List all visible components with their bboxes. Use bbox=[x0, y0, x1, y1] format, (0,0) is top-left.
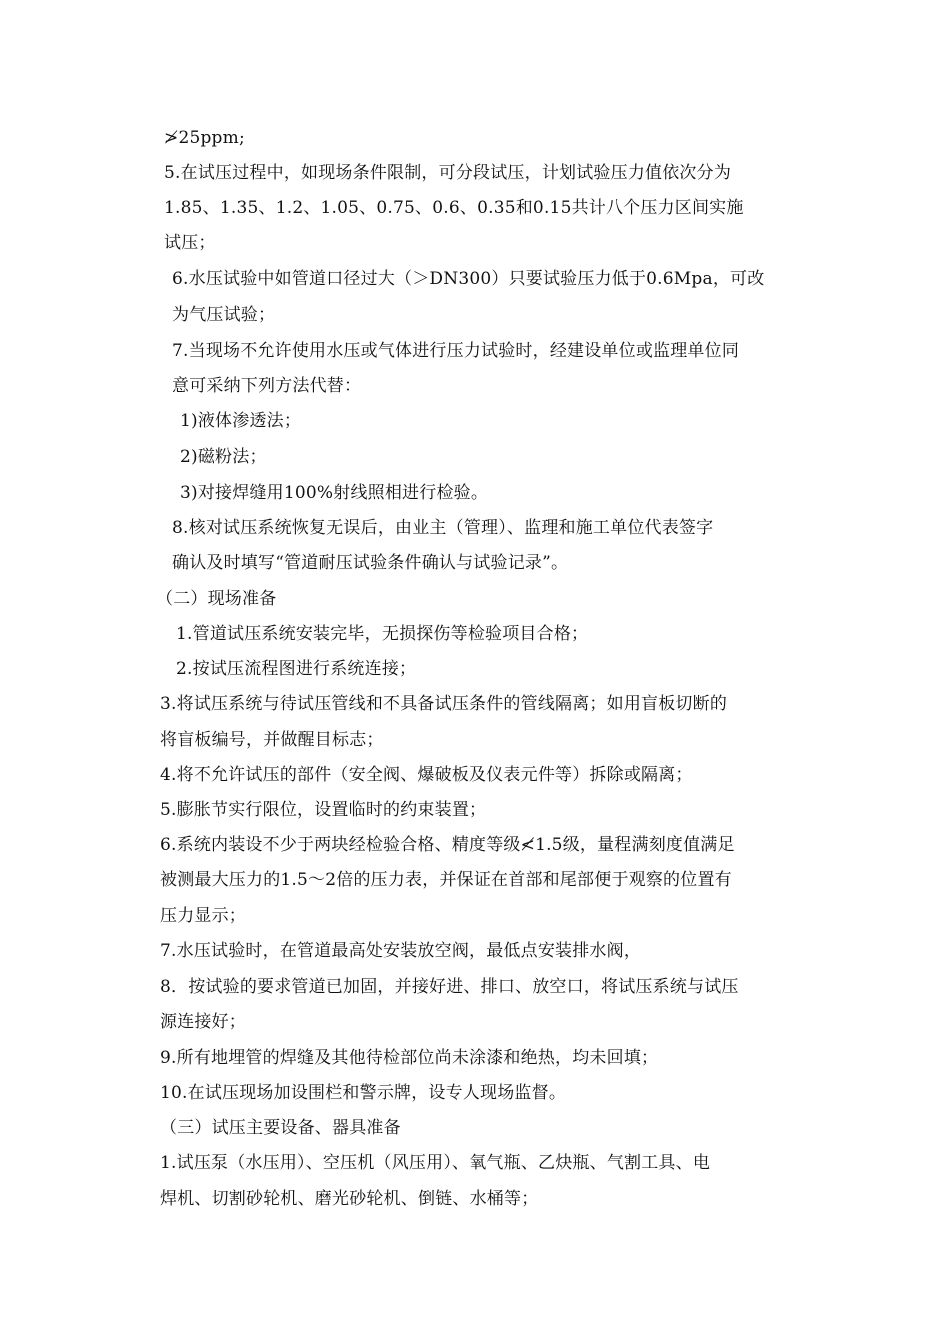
text-line: 试压； bbox=[164, 233, 216, 253]
text-line: 1)液体渗透法； bbox=[180, 411, 302, 431]
text-line: 10.在试压现场加设围栏和警示牌，设专人现场监督。 bbox=[160, 1083, 567, 1103]
text-line: 6.系统内装设不少于两块经检验合格、精度等级≮1.5级，量程满刻度值满足 bbox=[160, 835, 735, 855]
text-line: 焊机、切割砂轮机、磨光砂轮机、倒链、水桶等； bbox=[160, 1189, 539, 1209]
text-line: 7.当现场不允许使用水压或气体进行压力试验时，经建设单位或监理单位同 bbox=[172, 341, 740, 361]
text-line: 8.核对试压系统恢复无误后，由业主（管理）、监理和施工单位代表签字 bbox=[172, 518, 714, 538]
text-line: 压力显示； bbox=[160, 906, 246, 926]
text-line: 5.膨胀节实行限位，设置临时的约束装置； bbox=[160, 800, 487, 820]
text-line: 8．按试验的要求管道已加固，并接好进、排口、放空口，将试压系统与试压 bbox=[160, 977, 739, 997]
text-line: 3)对接焊缝用100%射线照相进行检验。 bbox=[180, 483, 489, 503]
text-line: 将盲板编号，并做醒目标志； bbox=[160, 730, 384, 750]
text-line: 意可采纳下列方法代替： bbox=[172, 376, 362, 396]
text-line: 6.水压试验中如管道口径过大（＞DN300）只要试验压力低于0.6Mpa，可改 bbox=[172, 269, 765, 289]
text-line: 7.水压试验时，在管道最高处安装放空阀，最低点安装排水阀， bbox=[160, 941, 642, 961]
text-line: 为气压试验； bbox=[172, 305, 276, 325]
text-line: 确认及时填写“管道耐压试验条件确认与试验记录”。 bbox=[172, 553, 569, 573]
text-line: 1.85、1.35、1.2、1.05、0.75、0.6、0.35和0.15共计八个压力区间实施 bbox=[164, 198, 744, 218]
text-line: 5.在试压过程中，如现场条件限制，可分段试压，计划试验压力值依次分为 bbox=[164, 163, 732, 183]
text-line: 3.将试压系统与待试压管线和不具备试压条件的管线隔离；如用盲板切断的 bbox=[160, 694, 728, 714]
text-line: 1.管道试压系统安装完毕，无损探伤等检验项目合格； bbox=[176, 624, 589, 644]
section-heading: （三）试压主要设备、器具准备 bbox=[160, 1118, 401, 1138]
text-line: 1.试压泵（水压用）、空压机（风压用）、氧气瓶、乙炔瓶、气割工具、电 bbox=[160, 1153, 711, 1173]
text-line: 4.将不允许试压的部件（安全阀、爆破板及仪表元件等）拆除或隔离； bbox=[160, 765, 693, 785]
text-line: ≯25ppm; bbox=[164, 128, 245, 148]
text-line: 源连接好； bbox=[160, 1012, 246, 1032]
text-line: 2.按试压流程图进行系统连接； bbox=[176, 659, 417, 679]
text-line: 2)磁粉法； bbox=[180, 447, 267, 467]
section-heading: （二）现场准备 bbox=[156, 589, 277, 609]
text-line: 9.所有地埋管的焊缝及其他待检部位尚未涂漆和绝热，均未回填； bbox=[160, 1048, 659, 1068]
text-line: 被测最大压力的1.5～2倍的压力表，并保证在首部和尾部便于观察的位置有 bbox=[160, 870, 732, 890]
